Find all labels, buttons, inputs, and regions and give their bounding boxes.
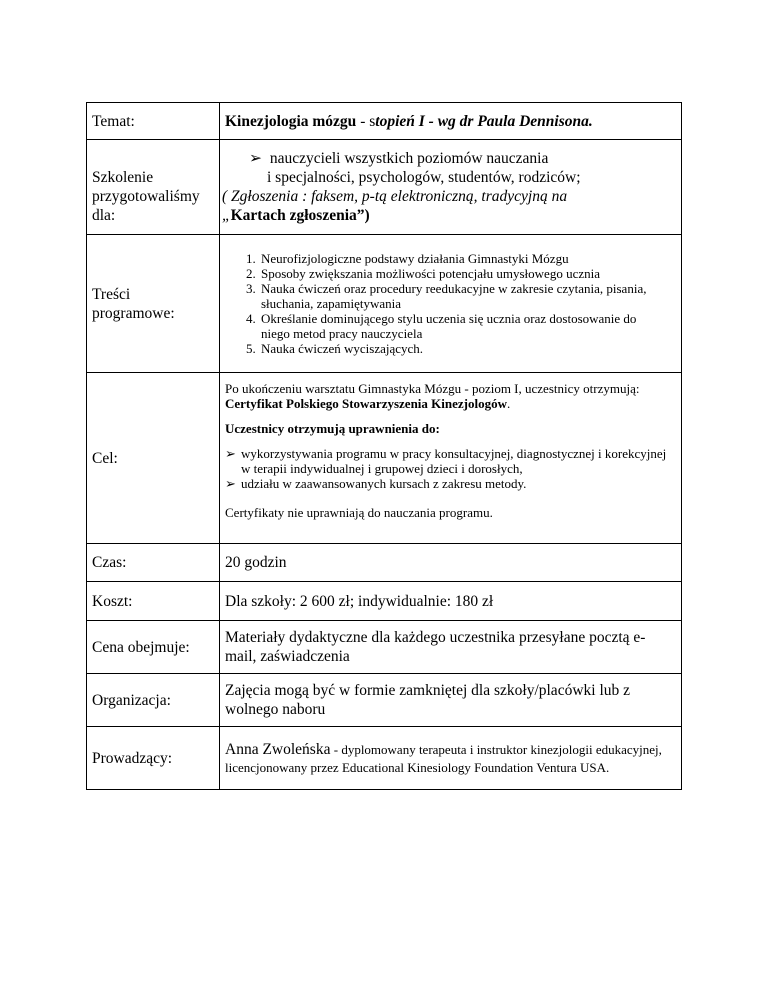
row-cena <box>87 621 682 674</box>
label-organizacja: Organizacja: <box>87 674 220 727</box>
registration-cards-label: Kartach zgłoszenia”) <box>230 207 370 224</box>
arrow-bullet-icon: ➢ <box>249 150 262 167</box>
audience-line1: nauczycieli wszystkich poziomów nauczania <box>269 150 549 167</box>
certificate-intro-text: Po ukończeniu warsztatu Gimnastyka Mózgu - poziom I, uczestnicy otrzymują: <box>225 381 640 396</box>
value-organizacja: Zajęcia mogą być w formie zamkniętej dla szkoły/placówki lub z wolnego naboru <box>220 674 682 727</box>
permission-text: udziału w zaawansowanych kursach z zakresu metody. <box>241 476 527 491</box>
value-prowadzacy <box>220 727 682 790</box>
audience-line2: i specjalności, psychologów, studentów, rodziców; <box>267 169 581 186</box>
value-cel <box>220 373 682 544</box>
instructor-sep: - <box>330 742 342 757</box>
certificate-intro <box>225 381 677 411</box>
row-czas <box>87 544 682 582</box>
quote-open: „ <box>222 207 231 224</box>
registration-cards <box>222 206 677 225</box>
course-subtitle: topień I - wg dr Paula Dennisona. <box>375 112 593 130</box>
permissions-heading: Uczestnicy otrzymują uprawnienia do: <box>225 421 440 436</box>
label-temat: Temat: <box>87 103 220 140</box>
value-temat <box>220 103 682 140</box>
program-item: 1. Neurofizjologiczne podstawy działania Gimnastyki Mózgu <box>259 251 651 266</box>
program-item: 3. Nauka ćwiczeń oraz procedury reedukacyjne w zakresie czytania, pisania, słuchania, zapamiętywania <box>259 281 651 311</box>
value-szkolenie <box>220 140 682 235</box>
row-organizacja <box>87 674 682 727</box>
label-cena: Cena obejmuje: <box>87 621 220 674</box>
label-prowadzacy: Prowadzący: <box>87 727 220 790</box>
value-koszt: Dla szkoły: 2 600 zł; indywidualnie: 180 zł <box>220 582 682 621</box>
value-czas: 20 godzin <box>220 544 682 582</box>
program-item: 4. Określanie dominującego stylu uczenia się ucznia oraz dostosowanie do niego metod pracy nauczyciela <box>259 311 651 341</box>
permission-item <box>225 446 677 476</box>
row-prowadzacy <box>87 727 682 790</box>
label-koszt: Koszt: <box>87 582 220 621</box>
course-info-table <box>86 102 682 790</box>
row-tresci <box>87 235 682 373</box>
audience-bullet <box>225 149 677 168</box>
program-item: 5. Nauka ćwiczeń wyciszających. <box>259 341 651 356</box>
value-tresci <box>220 235 682 373</box>
certificate-intro-end: . <box>506 396 511 411</box>
registration-note: ( Zgłoszenia : faksem, p-tą elektroniczną, tradycyjną na <box>222 188 568 205</box>
permission-item <box>225 476 677 491</box>
arrow-bullet-icon: ➢ <box>225 476 236 491</box>
label-tresci: Treści programowe: <box>87 235 220 373</box>
label-czas: Czas: <box>87 544 220 582</box>
certificate-footer: Certyfikaty nie uprawniają do nauczania programu. <box>225 505 493 520</box>
instructor-desc: dyplomowany terapeuta i instruktor kinezjologii edukacyjnej, licencjonowany przez Educational Kinesiology Foundation Ventura USA. <box>225 742 662 775</box>
program-list <box>225 251 651 356</box>
certificate-name: Certyfikat Polskiego Stowarzyszenia Kinezjologów <box>225 396 507 411</box>
arrow-bullet-icon: ➢ <box>225 446 236 461</box>
value-cena: Materiały dydaktyczne dla każdego uczestnika przesyłane pocztą e-mail, zaświadczenia <box>220 621 682 674</box>
label-szkolenie: Szkolenie przygotowaliśmy dla: <box>87 140 220 235</box>
instructor-name: Anna Zwoleńska <box>225 741 331 758</box>
title-s: s <box>369 112 376 130</box>
row-cel <box>87 373 682 544</box>
label-cel: Cel: <box>87 373 220 544</box>
course-title: Kinezjologia mózgu <box>225 112 357 130</box>
title-separator: - <box>356 112 370 130</box>
permission-text: wykorzystywania programu w pracy konsultacyjnej, diagnostycznej i korekcyjnej w terapii indywidualnej i grupowej dzieci i dorosłych, <box>241 446 667 476</box>
row-temat <box>87 103 682 140</box>
row-szkolenie <box>87 140 682 235</box>
permissions-list <box>225 446 677 491</box>
row-koszt <box>87 582 682 621</box>
program-item: 2. Sposoby zwiększania możliwości potencjału umysłowego ucznia <box>259 266 651 281</box>
